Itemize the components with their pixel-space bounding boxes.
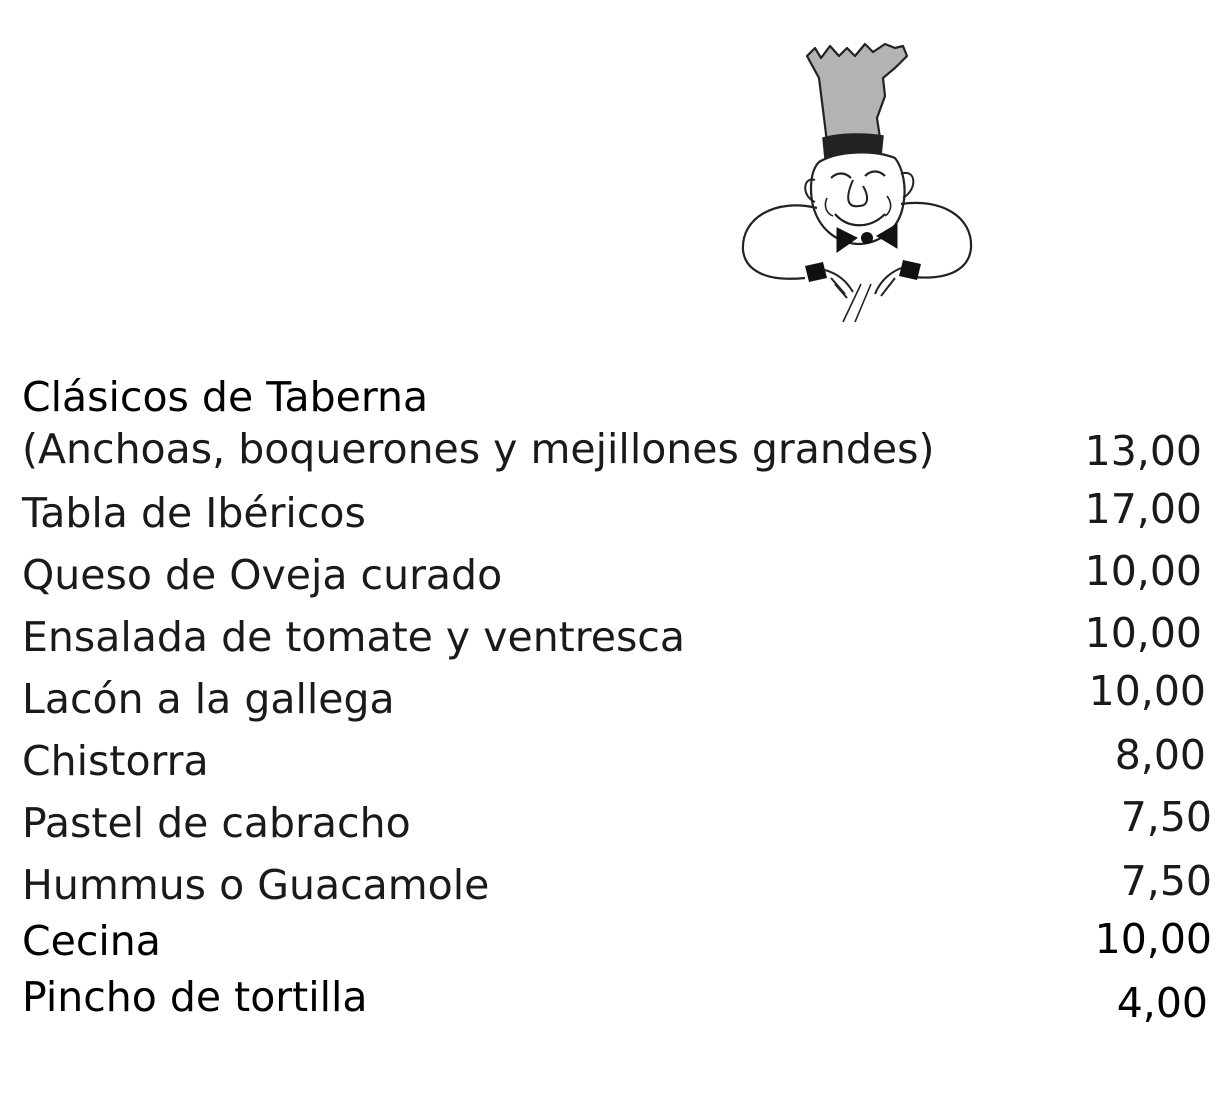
menu-item-name: Pastel de cabracho xyxy=(22,799,411,847)
menu-item-price: 10,00 xyxy=(1084,547,1202,595)
menu-item-price: 4,00 xyxy=(1116,979,1208,1027)
menu-item-name: Tabla de Ibéricos xyxy=(22,489,366,537)
menu xyxy=(22,0,1212,1100)
menu-item-name: Queso de Oveja curado xyxy=(22,551,503,599)
menu-item-price: 17,00 xyxy=(1084,485,1202,533)
menu-item-name: Cecina xyxy=(22,917,161,965)
menu-item-price: 10,00 xyxy=(1084,609,1202,657)
menu-item-price: 7,50 xyxy=(1120,857,1212,905)
menu-item-name: (Anchoas, boquerones y mejillones grandes) xyxy=(22,425,935,473)
menu-item-price: 10,00 xyxy=(1088,667,1206,715)
menu-item-price: 8,00 xyxy=(1114,731,1206,779)
menu-item-price: 10,00 xyxy=(1094,915,1212,963)
menu-item-price: 13,00 xyxy=(1084,427,1202,475)
menu-item-name: Hummus o Guacamole xyxy=(22,861,490,909)
menu-item-price: 7,50 xyxy=(1120,793,1212,841)
menu-item-name: Pincho de tortilla xyxy=(22,973,368,1021)
menu-item-name: Lacón a la gallega xyxy=(22,675,395,723)
menu-item-name: Chistorra xyxy=(22,737,209,785)
menu-item-name: Ensalada de tomate y ventresca xyxy=(22,613,685,661)
menu-section-title: Clásicos de Taberna xyxy=(22,373,429,421)
